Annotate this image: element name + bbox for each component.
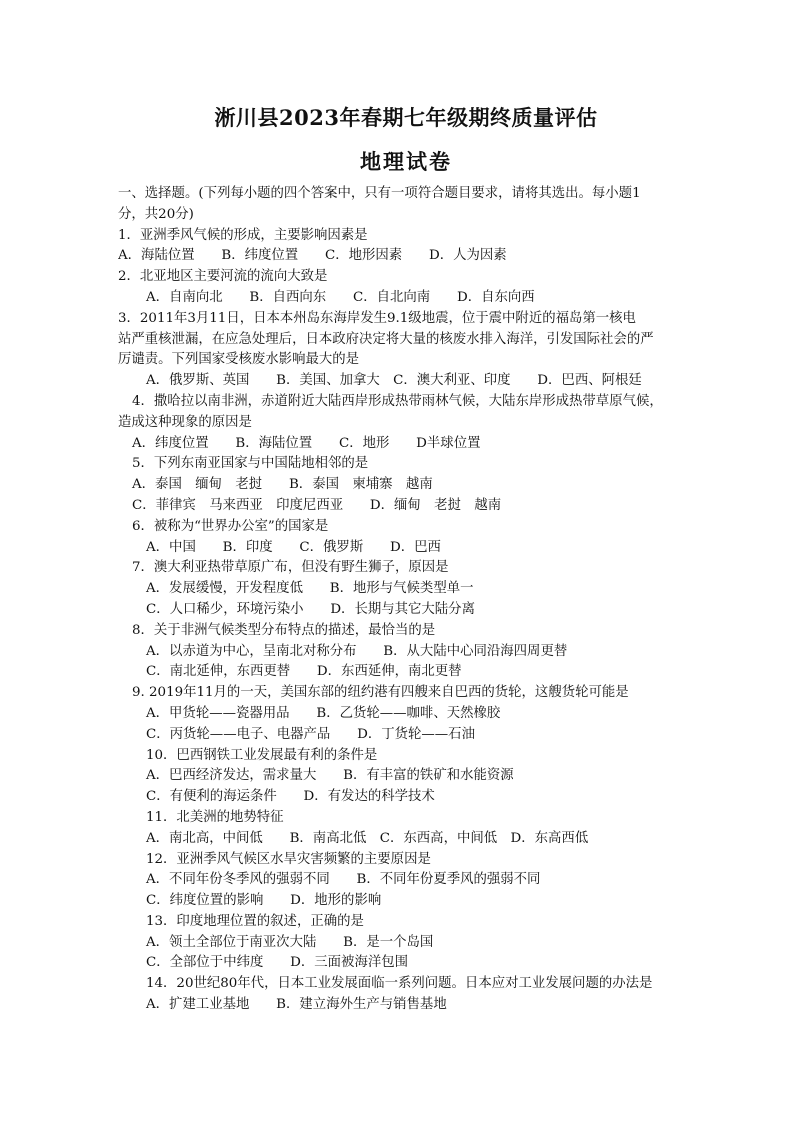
text-line: 7．澳大利亚热带草原广布，但没有野生狮子，原因是 <box>132 560 449 576</box>
text-line: A．扩建工业基地 B．建立海外生产与销售基地 <box>146 997 447 1013</box>
text-line: A．海陆位置 B．纬度位置 C．地形因素 D．人为因素 <box>118 248 507 264</box>
text-line: A．巴西经济发达，需求量大 B．有丰富的铁矿和水能资源 <box>146 768 514 784</box>
text-line: C．全部位于中纬度 D．三面被海洋包围 <box>146 955 409 971</box>
exam-subtitle: 地理试卷 <box>360 149 452 174</box>
text-line: 一、选择题。(下列每小题的四个答案中，只有一项符合题目要求，请将其选出。每小题1 <box>118 186 641 201</box>
text-line: A．不同年份冬季风的强弱不同 B．不同年份夏季风的强弱不同 <box>146 872 541 888</box>
text-line: 造成这种现象的原因是 <box>118 414 252 430</box>
text-line: A．领土全部位于南亚次大陆 B．是一个岛国 <box>146 934 434 950</box>
text-line: 厉谴责。下列国家受核废水影响最大的是 <box>118 352 360 368</box>
text-line: 4．撒哈拉以南非洲，赤道附近大陆西岸形成热带雨林气候，大陆东岸形成热带草原气候， <box>132 393 663 409</box>
text-line: 3．2011年3月11日，日本本州岛东海岸发生9.1级地震，位于震中附近的福岛第一核电 <box>118 310 636 326</box>
text-line: A．以赤道为中心，呈南北对称分布 B．从大陆中心同沿海四周更替 <box>146 643 568 659</box>
text-line: A．甲货轮——瓷器用品 B．乙货轮——咖啡、天然橡胶 <box>146 705 501 721</box>
text-line: C．菲律宾 马来西亚 印度尼西亚 D．缅甸 老挝 越南 <box>132 497 502 513</box>
text-line: C．纬度位置的影响 D．地形的影响 <box>146 893 382 909</box>
text-line: A．发展缓慢，开发程度低 B．地形与气候类型单一 <box>146 581 474 597</box>
text-line: 分，共20分) <box>118 206 194 222</box>
text-line: 13．印度地理位置的叙述，正确的是 <box>146 913 364 929</box>
text-line: 6．被称为“世界办公室”的国家是 <box>132 518 329 534</box>
text-line: A．泰国 缅甸 老挝 B．泰国 柬埔寨 越南 <box>132 477 433 493</box>
text-line: C．有便利的海运条件 D．有发达的科学技术 <box>146 789 435 805</box>
text-line: A．俄罗斯、英国 B．美国、加拿大 C．澳大利亚、印度 D．巴西、阿根廷 <box>146 373 642 389</box>
text-line: C．人口稀少，环境污染小 D．长期与其它大陆分离 <box>146 601 475 617</box>
text-line: C．南北延伸，东西更替 D．东西延伸，南北更替 <box>146 664 462 680</box>
text-line: 站严重核泄漏，在应急处理后，日本政府决定将大量的核废水排入海洋，引发国际社会的严 <box>118 331 654 347</box>
exam-title: 淅川县2023年春期七年级期终质量评估 <box>214 105 598 130</box>
text-line: A．南北高，中间低 B．南高北低 C．东西高，中间低 D．东高西低 <box>146 830 589 846</box>
text-line: A．中国 B．印度 C．俄罗斯 D．巴西 <box>146 539 441 555</box>
question-list <box>118 184 694 1016</box>
text-line: C．丙货轮——电子、电器产品 D．丁货轮——石油 <box>146 726 475 742</box>
text-line: 8．关于非洲气候类型分布特点的描述，最恰当的是 <box>132 622 436 638</box>
text-line: A．自南向北 B．自西向东 C．自北向南 D．自东向西 <box>146 289 535 305</box>
text-line: 5．下列东南亚国家与中国陆地相邻的是 <box>132 456 369 472</box>
text-line: 9. 2019年11月的一天，美国东部的纽约港有四艘来自巴西的货轮，这艘货轮可能是 <box>132 685 629 701</box>
text-line: 2．北亚地区主要河流的流向大致是 <box>118 269 328 285</box>
text-line: 11．北美洲的地势特征 <box>146 809 284 825</box>
text-line: 10．巴西钢铁工业发展最有利的条件是 <box>146 747 378 763</box>
text-line: 1．亚洲季风气候的形成，主要影响因素是 <box>118 227 368 243</box>
text-line: 12．亚洲季风气候区水旱灾害频繁的主要原因是 <box>146 851 431 867</box>
text-line: 14．20世纪80年代，日本工业发展面临一系列问题。日本应对工业发展问题的办法是 <box>146 976 653 992</box>
text-line: A．纬度位置 B．海陆位置 C．地形 D半球位置 <box>132 435 481 451</box>
